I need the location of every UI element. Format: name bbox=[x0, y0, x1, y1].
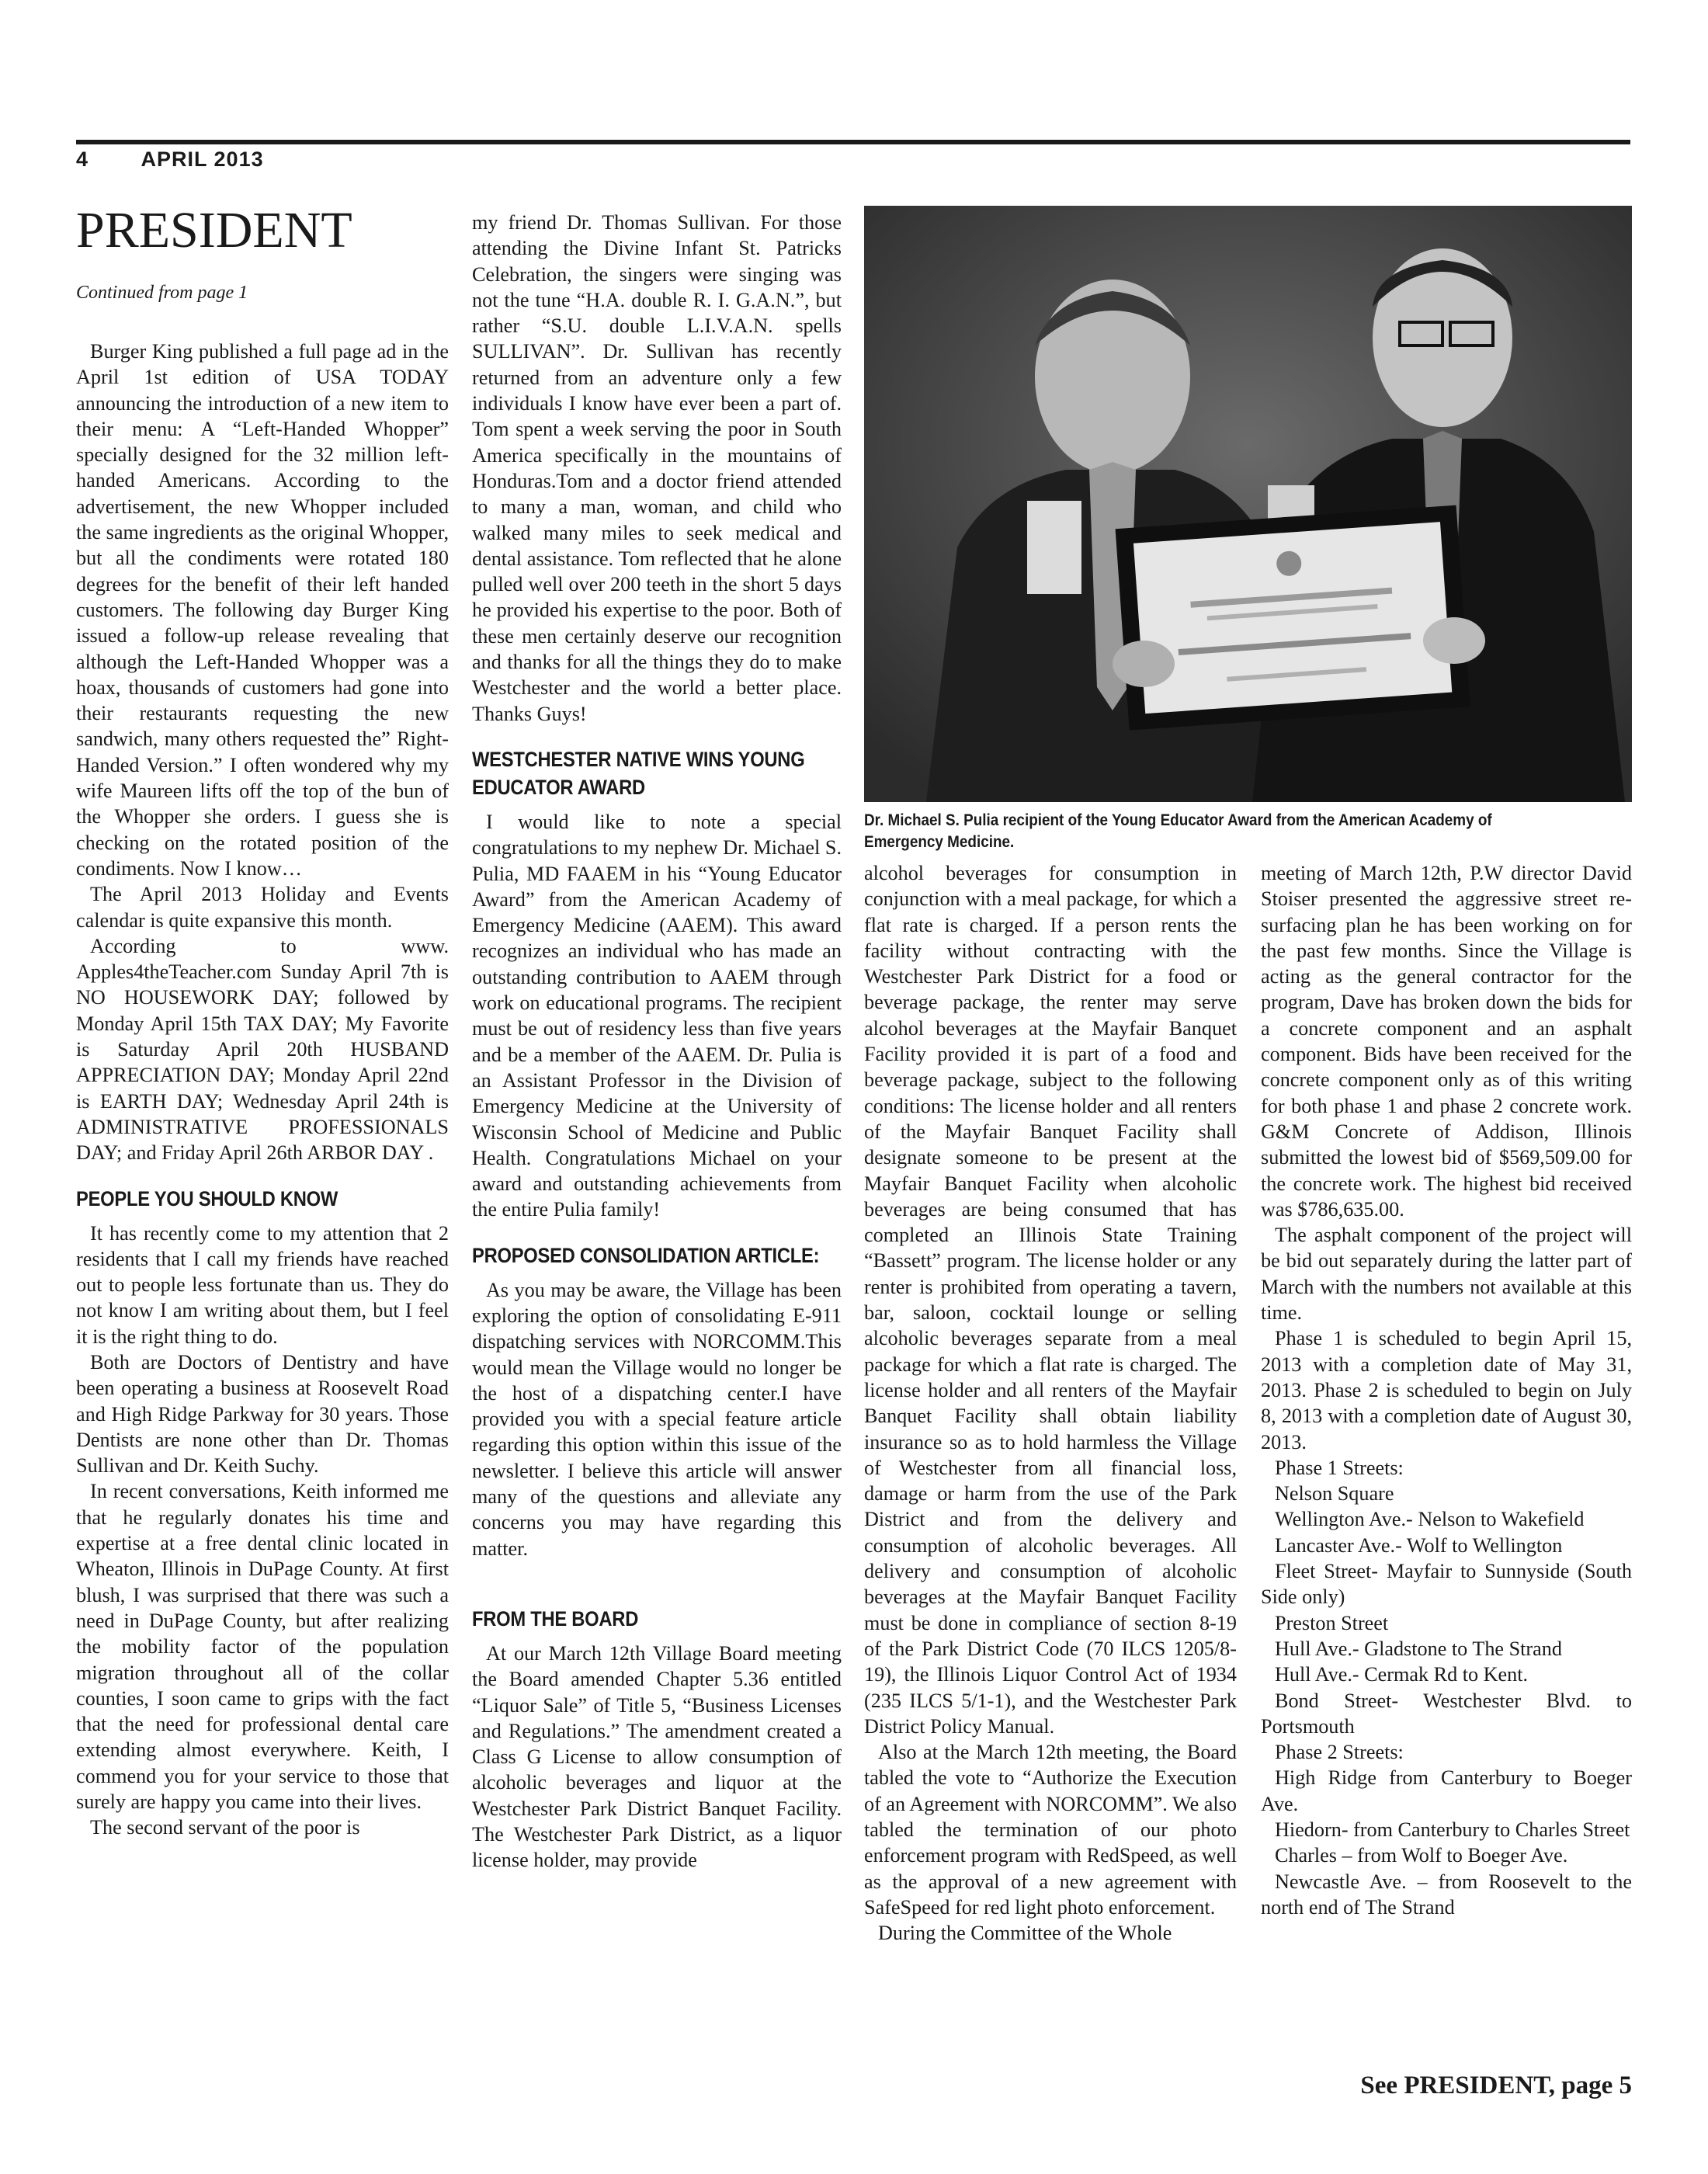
column-1 bbox=[76, 339, 449, 1841]
paragraph: Burger King published a full page ad in the April 1st edition of USA TODAY announcing the introduction of a new item to their menu: A “Left-Handed Whopper” specially designed for the 32 million left-handed Americans. According to the advertisement, the new Whopper included the same ingredients as the original Whopper, but all the condiments were rotated 180 degrees for the benefit of their left handed customers. The following day Burger King issued a follow-up release revealing that although the Left-Handed Whopper was a hoax, thousands of customers had gone into their restaurants requesting the new sandwich, many others requested the” Right-Handed Version.” I often wondered why my wife Maureen lifts off the top of the bun of the Whopper she orders. I guess she is checking on the rotated position of the condiments. Now I know… bbox=[76, 340, 449, 880]
continued-from-note: Continued from page 1 bbox=[76, 283, 248, 303]
section-heading-native: WESTCHESTER NATIVE WINS YOUNG EDUCATOR AWARD bbox=[472, 747, 805, 799]
paragraph: During the Committee of the Whole bbox=[878, 1922, 1172, 1945]
paragraph: Both are Doctors of Dentistry and have been operating a business at Roosevelt Road and High Ridge Parkway for 30 years. Those Dentists are none other than Dr. Thomas Sullivan and Dr. Keith Suchy. bbox=[76, 1350, 449, 1478]
section-heading-consolidation: PROPOSED CONSOLIDATION ARTICLE: bbox=[472, 1243, 820, 1267]
street-item: Wellington Ave.- Nelson to Wakefield bbox=[1275, 1508, 1585, 1531]
paragraph: I would like to note a special congratulations to my nephew Dr. Michael S. Pulia, MD FAAEM in his “Young Educator Award” from the American Academy of Emergency Medicine (AAEM). This award recognizes an individual who has made an outstanding contribution to AAEM through work on educational programs. The recipient must be out of residency less than five years and be a member of the AAEM. Dr. Pulia is an Assistant Professor in the Division of Emergency Medicine at the University of Wisconsin School of Medicine and Public Health. Congratulations Michael on your award and outstanding achievements from the entire Pulia family! bbox=[472, 810, 842, 1221]
photo-caption: Dr. Michael S. Pulia recipient of the Young Educator Award from the American Academy of Emergency Medicine. bbox=[864, 811, 1492, 851]
paragraph: At our March 12th Village Board meeting the Board amended Chapter 5.36 entitled “Liquor Sale” of Title 5, “Business Licenses and Regulations.” The amendment created a Class G License to allow consumption of alcoholic beverages and liquor at the Westchester Park District Banquet Facility. The Westchester Park District, as a liquor license holder, may provide bbox=[472, 1641, 842, 1872]
paragraph: It has recently come to my attention that 2 residents that I call my friends have reached out to people less fortunate than us. They do not know I am writing about them, but I feel it is the right thing to do. bbox=[76, 1221, 449, 1348]
section-heading-people: PEOPLE YOU SHOULD KNOW bbox=[76, 1186, 338, 1210]
street-item: Fleet Street- Mayfair to Sunnyside (South Side only) bbox=[1261, 1560, 1632, 1609]
column-4 bbox=[1261, 860, 1632, 1920]
paragraph: my friend Dr. Thomas Sullivan. For those attending the Divine Infant St. Patricks Celebration, the singers were singing was not the tune “H.A. double R. I. G.A.N.”, but rather “S.U. double L.I.V.A.N. spells SULLIVAN”. Dr. Sullivan has recently returned from an adventure only a few individuals I know have ever been a part of. Tom spent a week serving the poor in South America specifically in the mountains of Honduras.Tom and a doctor friend attended to many a man, woman, and child who walked many miles to seek medical and dental assistance. Tom reflected that he alone pulled well over 200 teeth in the short 5 days he provided his expertise to the poor. Both of these men certainly deserve our recognition and thanks for all the things they do to make Westchester and the world a better place. Thanks Guys! bbox=[472, 211, 842, 725]
paragraph: The April 2013 Holiday and Events calendar is quite expansive this month. bbox=[76, 883, 449, 932]
paragraph: As you may be aware, the Village has been exploring the option of consolidating E-911 dispatching services with NORCOMM.This would mean the Village would no longer be the host of a dispatching center.I have provided you with a special feature article regarding this option within this issue of the newsletter. I believe this article will answer many of the questions and alleviate any concerns you may have regarding this matter. bbox=[472, 1278, 842, 1560]
section-heading-board: FROM THE BOARD bbox=[472, 1606, 639, 1630]
street-list-label: Phase 1 Streets: bbox=[1275, 1456, 1404, 1479]
street-item: Hiedorn- from Canterbury to Charles Street bbox=[1275, 1818, 1630, 1841]
issue-date: APRIL 2013 bbox=[141, 148, 264, 171]
street-item: Bond Street- Westchester Blvd. to Portsmouth bbox=[1261, 1689, 1632, 1738]
header-rule bbox=[76, 140, 1630, 144]
paragraph: According to www. Apples4theTeacher.com Sunday April 7th is NO HOUSEWORK DAY; followed by Monday April 15th TAX DAY; My Favorite is Saturday April 20th HUSBAND APPRECIATION DAY; Monday April 22nd is EARTH DAY; Wednesday April 24th is ADMINISTRATIVE PROFESSIONALS DAY; and Friday April 26th ARBOR DAY . bbox=[76, 934, 449, 1165]
street-item: Hull Ave.- Gladstone to The Strand bbox=[1275, 1637, 1562, 1660]
street-item: Lancaster Ave.- Wolf to Wellington bbox=[1275, 1533, 1563, 1557]
paragraph: meeting of March 12th, P.W director David Stoiser presented the aggressive street re-surfacing plan he has been working on for the past few months. Since the Village is acting as the general contractor for the program, Dave has broken down the bids for a concrete component and an asphalt component. Bids have been received for the concrete component only as of this writing for both phase 1 and phase 2 concrete work. G&M Concrete of Addison, Illinois submitted the lowest bid of $569,509.00 for the concrete work. The highest bid received was $786,635.00. bbox=[1261, 862, 1632, 1221]
street-item: Charles – from Wolf to Boeger Ave. bbox=[1275, 1844, 1568, 1867]
street-item: High Ridge from Canterbury to Boeger Ave. bbox=[1261, 1766, 1632, 1815]
street-item: Preston Street bbox=[1275, 1611, 1389, 1634]
paragraph: alcohol beverages for consumption in conjunction with a meal package, for which a flat rate is charged. If a person rents the facility without contracting with the Westchester Park District for a food or beverage package, the renter may serve alcohol beverages at the Mayfair Banquet Facility provided it is part of a food and beverage package, subject to the following conditions: The license holder and all renters of the Mayfair Banquet Facility shall designate someone to be present at the Mayfair Banquet Facility when alcoholic beverages are being consumed that has completed an Illinois State Training “Bassett” program. The license holder or any renter is prohibited from operating a tavern, bar, saloon, cocktail lounge or selling alcoholic beverages separate from a meal package for which a flat rate is charged. The license holder and all renters of the Mayfair Banquet Facility shall obtain liability insurance so as to hold harmless the Village of Westchester from all financial loss, damage or harm from the use of the Park District and from the delivery and consumption of alcoholic beverages. All delivery and consumption of alcoholic beverages at the Mayfair Banquet Facility must be done in compliance of section 8-19 of the Park District Code (70 ILCS 1205/8-19), the Illinois Liquor Control Act of 1934 (235 ILCS 5/1-1), and the Westchester Park District Policy Manual. bbox=[864, 862, 1237, 1738]
award-photo bbox=[864, 206, 1632, 802]
paragraph: The asphalt component of the project will be bid out separately during the latter part of March with the numbers not available at this time. bbox=[1261, 1224, 1632, 1325]
street-list-label: Phase 2 Streets: bbox=[1275, 1741, 1404, 1764]
street-item: Nelson Square bbox=[1275, 1482, 1394, 1505]
paragraph: Phase 1 is scheduled to begin April 15, 2013 with a completion date of May 31, 2013. Phase 2 is scheduled to begin on July 8, 2013 with a completion date of August 30, 2013. bbox=[1261, 1327, 1632, 1453]
article-headline: PRESIDENT bbox=[76, 202, 352, 259]
column-3 bbox=[864, 860, 1237, 1946]
street-item: Hull Ave.- Cermak Rd to Kent. bbox=[1275, 1663, 1529, 1686]
continued-on-link[interactable]: See PRESIDENT, page 5 bbox=[1360, 2072, 1632, 2099]
award-photo-image bbox=[864, 206, 1632, 802]
paragraph: The second servant of the poor is bbox=[90, 1816, 360, 1839]
street-item: Newcastle Ave. – from Roosevelt to the north end of The Strand bbox=[1261, 1870, 1632, 1919]
page-folio bbox=[76, 148, 264, 172]
paragraph: In recent conversations, Keith informed me that he regularly donates his time and expertise at a free dental clinic located in Wheaton, Illinois in DuPage County. At first blush, I was surprised that there was such a need in DuPage County, but after realizing the mobility factor of the population migration throughout all of the collar counties, I soon came to grips with the fact that the need for professional dental care extending almost everywhere. Keith, I commend you for your service to those that surely are happy you came into their lives. bbox=[76, 1480, 449, 1814]
page-number: 4 bbox=[76, 148, 89, 171]
column-2 bbox=[472, 210, 842, 1874]
paragraph: Also at the March 12th meeting, the Board tabled the vote to “Authorize the Execution of an Agreement with NORCOMM”. We also tabled the termination of our photo enforcement program with RedSpeed, as well as the approval of a new agreement with SafeSpeed for red light photo enforcement. bbox=[864, 1741, 1237, 1919]
